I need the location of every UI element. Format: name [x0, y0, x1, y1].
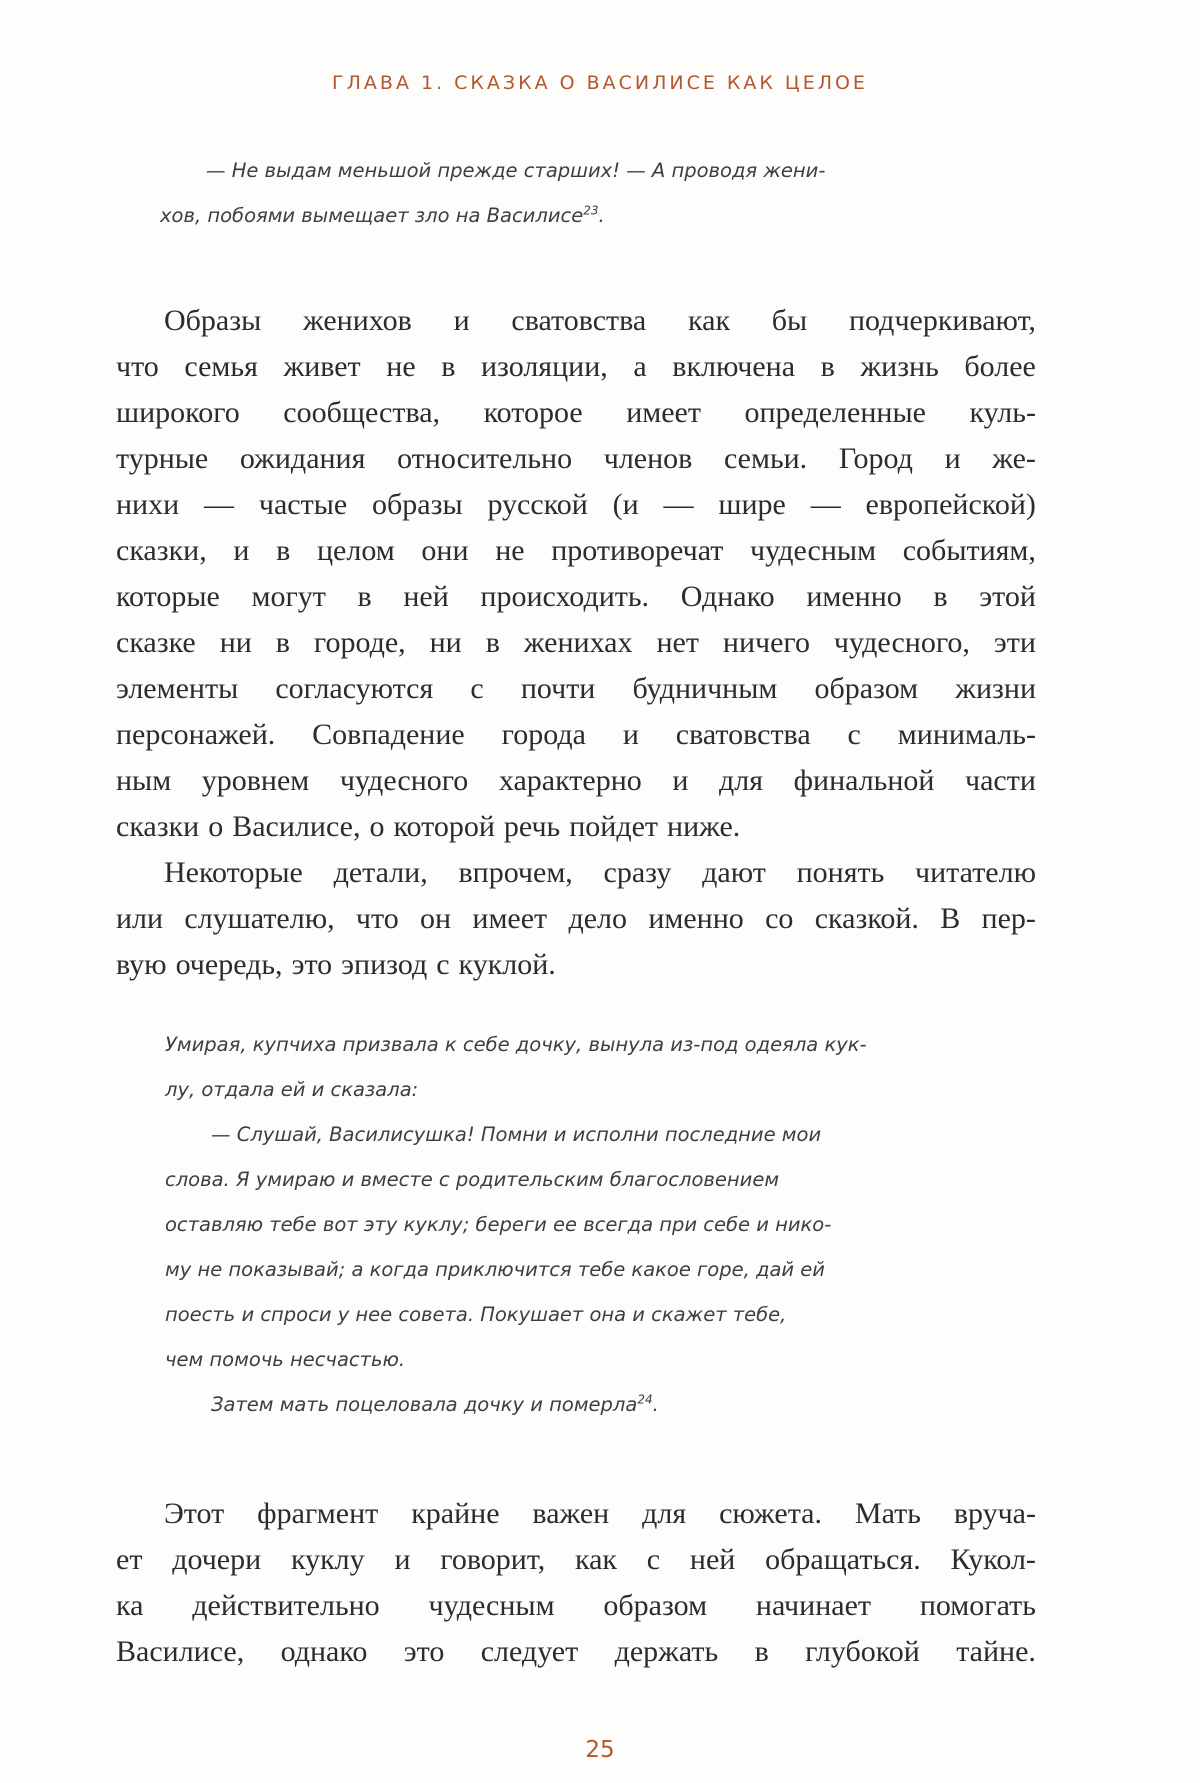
word: Совпадение [312, 718, 465, 751]
word: — [204, 488, 235, 521]
body-line [116, 574, 1036, 620]
word: сказке [116, 626, 196, 659]
word: в [441, 350, 456, 383]
word: что [116, 350, 159, 383]
word: В [940, 902, 961, 935]
quote-line: поесть и спроси у нее совета. Покушает она и скажет тебе, [165, 1303, 787, 1326]
word: однако [280, 1635, 368, 1668]
word: вруча- [953, 1497, 1036, 1530]
word: ней [403, 580, 449, 613]
body-line [116, 620, 1036, 666]
word: Василисе, [232, 810, 361, 843]
word: могут [251, 580, 326, 613]
body-line [116, 482, 1036, 528]
word: сватовства [511, 304, 647, 337]
word: определенные [744, 396, 926, 429]
quote-line: лу, отдала ей и сказала: [165, 1078, 419, 1101]
word: жизнь [860, 350, 939, 383]
word: турные [116, 442, 209, 475]
word: они [421, 534, 469, 567]
quote-line-tail: . [598, 204, 605, 227]
body-line [116, 896, 1036, 942]
word: держать [614, 1635, 719, 1668]
word: дело [568, 902, 628, 935]
word: и [944, 442, 961, 475]
body-paragraphs-1 [116, 298, 1036, 988]
word: (и [612, 488, 639, 521]
word: Этот [164, 1497, 225, 1530]
quote-line-tail: . [652, 1393, 659, 1416]
word: с [847, 718, 861, 751]
word: куклой. [458, 948, 556, 981]
body-line [116, 758, 1036, 804]
quote-line-with-footnote [160, 193, 1040, 238]
word: живет [283, 350, 361, 383]
word: согласуются [275, 672, 434, 705]
word: уровнем [201, 764, 310, 797]
word: как [688, 304, 731, 337]
word: как [575, 1543, 618, 1576]
word: о [369, 810, 385, 843]
body-line [116, 666, 1036, 712]
word: же- [992, 442, 1036, 475]
word: с [646, 1543, 661, 1576]
word: читателю [915, 856, 1036, 889]
word: членов [603, 442, 693, 475]
word: а [633, 350, 647, 383]
word: ничего [722, 626, 810, 659]
word: вую [116, 948, 167, 981]
word: частые [258, 488, 348, 521]
word: бы [771, 304, 808, 337]
word: куль- [969, 396, 1036, 429]
word: дочери [172, 1543, 262, 1576]
word: и [453, 304, 470, 337]
word: которое [483, 396, 583, 429]
word: о [208, 810, 224, 843]
word: Мать [854, 1497, 921, 1530]
quote-line: оставляю тебе вот эту куклу; береги ее всегда при себе и нико- [165, 1213, 832, 1236]
word: подчеркивают, [848, 304, 1036, 337]
word: крайне [411, 1497, 500, 1530]
body-line [116, 804, 1036, 850]
body-line [116, 712, 1036, 758]
body-line [116, 390, 1036, 436]
word: ни [429, 626, 462, 659]
word: ней [689, 1543, 736, 1576]
word: жизни [955, 672, 1036, 705]
word: семья [184, 350, 258, 383]
word: изоляции, [481, 350, 608, 383]
word: пойдет [569, 810, 659, 843]
word: понять [796, 856, 885, 889]
word: чудесным [428, 1589, 555, 1622]
quote-line: слова. Я умираю и вместе с родительским благословением [165, 1168, 780, 1191]
word: Образы [164, 304, 262, 337]
word: — [663, 488, 694, 521]
quote-block-2 [165, 1022, 1045, 1427]
word: которые [116, 580, 220, 613]
word: с [470, 672, 484, 705]
quote-line: Умирая, купчиха призвала к себе дочку, вынула из-под одеяла кук- [165, 1033, 867, 1056]
word: чудесного, [833, 626, 970, 659]
word: русской [487, 488, 588, 521]
word: характерно [498, 764, 642, 797]
word: фрагмент [257, 1497, 379, 1530]
body-line [116, 850, 1036, 896]
word: сообщества, [283, 396, 441, 429]
quote-line: Затем мать поцеловала дочку и померла [211, 1393, 638, 1416]
word: он [420, 902, 452, 935]
word: городе, [313, 626, 406, 659]
body-line [116, 344, 1036, 390]
body-line [116, 528, 1036, 574]
page-number: 25 [585, 1737, 615, 1763]
word: относительно [397, 442, 573, 475]
word: образом [814, 672, 919, 705]
word: европейской) [865, 488, 1036, 521]
word: Василисе, [116, 1635, 245, 1668]
word: слушателю, [184, 902, 335, 935]
word: в [357, 580, 372, 613]
word: не [386, 350, 416, 383]
word: сказкой. [814, 902, 919, 935]
word: пер- [981, 902, 1036, 935]
word: финальной [793, 764, 935, 797]
word: в [933, 580, 948, 613]
word: шире [718, 488, 786, 521]
word: сюжета. [719, 1497, 822, 1530]
word: для [718, 764, 764, 797]
word: в [820, 350, 835, 383]
word: нихи [116, 488, 180, 521]
footnote-marker[interactable]: 23 [583, 203, 599, 218]
word: Некоторые [164, 856, 303, 889]
word: для [642, 1497, 687, 1530]
word: этой [979, 580, 1036, 613]
word: в [275, 626, 290, 659]
body-line [116, 1583, 1036, 1629]
word: более [964, 350, 1036, 383]
word: происходить. [480, 580, 650, 613]
word: сватовства [675, 718, 811, 751]
word: ет [116, 1543, 143, 1576]
word: семьи. [723, 442, 808, 475]
word: не [495, 534, 525, 567]
word: части [965, 764, 1036, 797]
word: почти [520, 672, 596, 705]
word: обращаться. [765, 1543, 921, 1576]
word: дают [702, 856, 766, 889]
word: ным [116, 764, 172, 797]
word: и [233, 534, 250, 567]
word: глубокой [805, 1635, 920, 1668]
word: куклу [290, 1543, 365, 1576]
word: ниже. [667, 810, 741, 843]
word: Город [838, 442, 913, 475]
quote-line: — Не выдам меньшой прежде старших! — А проводя жени- [206, 159, 826, 182]
body-line [116, 1491, 1036, 1537]
quote-line: хов, побоями вымещает зло на Василисе [160, 204, 584, 227]
word: помогать [919, 1589, 1036, 1622]
word: важен [532, 1497, 610, 1530]
word: сказки, [116, 534, 207, 567]
word: сразу [603, 856, 672, 889]
body-line [116, 298, 1036, 344]
body-line [116, 436, 1036, 482]
word: и [394, 1543, 411, 1576]
word: города [501, 718, 586, 751]
word: событиям, [902, 534, 1036, 567]
footnote-marker[interactable]: 24 [637, 1392, 653, 1407]
word: это [291, 948, 333, 981]
word: которой [393, 810, 495, 843]
quote-line: му не показывай; а когда приключится тебе какое горе, дай ей [165, 1258, 825, 1281]
word: и [672, 764, 689, 797]
word: чудесным [750, 534, 877, 567]
word: Кукол- [950, 1543, 1036, 1576]
word: именно [648, 902, 744, 935]
word: целом [316, 534, 395, 567]
word: эти [993, 626, 1036, 659]
word: именно [806, 580, 902, 613]
word: персонажей. [116, 718, 276, 751]
word: будничным [632, 672, 778, 705]
word: широкого [116, 396, 240, 429]
word: образы [372, 488, 463, 521]
word: в [485, 626, 500, 659]
word: ни [219, 626, 252, 659]
word: эпизод [341, 948, 428, 981]
word: с [436, 948, 450, 981]
word: в [276, 534, 291, 567]
word: ка [116, 1589, 144, 1622]
word: включена [672, 350, 796, 383]
word: говорит, [440, 1543, 546, 1576]
word: или [116, 902, 164, 935]
word: женихов [303, 304, 412, 337]
word: тайне. [956, 1635, 1036, 1668]
quote-line: — Слушай, Василисушка! Помни и исполни последние мои [211, 1123, 822, 1146]
quote-line-with-footnote [165, 1382, 1045, 1427]
word: что [355, 902, 399, 935]
body-line [116, 942, 1036, 988]
word: противоречат [551, 534, 724, 567]
word: действительно [192, 1589, 380, 1622]
word: имеет [472, 902, 548, 935]
word: нет [656, 626, 699, 659]
word: речь [503, 810, 561, 843]
running-head: ГЛАВА 1. СКАЗКА О ВАСИЛИСЕ КАК ЦЕЛОЕ [332, 72, 868, 94]
word: чудесного [339, 764, 469, 797]
word: образом [603, 1589, 708, 1622]
word: следует [480, 1635, 579, 1668]
word: впрочем, [458, 856, 573, 889]
word: имеет [626, 396, 701, 429]
word: детали, [333, 856, 428, 889]
word: Однако [680, 580, 775, 613]
word: женихах [523, 626, 633, 659]
word: — [810, 488, 841, 521]
word: очередь, [175, 948, 283, 981]
quote-block-1 [160, 148, 1040, 238]
word: элементы [116, 672, 239, 705]
word: со [765, 902, 794, 935]
quote-line: чем помочь несчастью. [165, 1348, 406, 1371]
word: в [754, 1635, 769, 1668]
body-line [116, 1537, 1036, 1583]
body-line [116, 1629, 1036, 1675]
body-paragraphs-2 [116, 1491, 1036, 1675]
word: ожидания [239, 442, 366, 475]
word: и [622, 718, 639, 751]
word: сказки [116, 810, 200, 843]
word: начинает [755, 1589, 871, 1622]
word: минималь- [897, 718, 1036, 751]
word: это [403, 1635, 445, 1668]
